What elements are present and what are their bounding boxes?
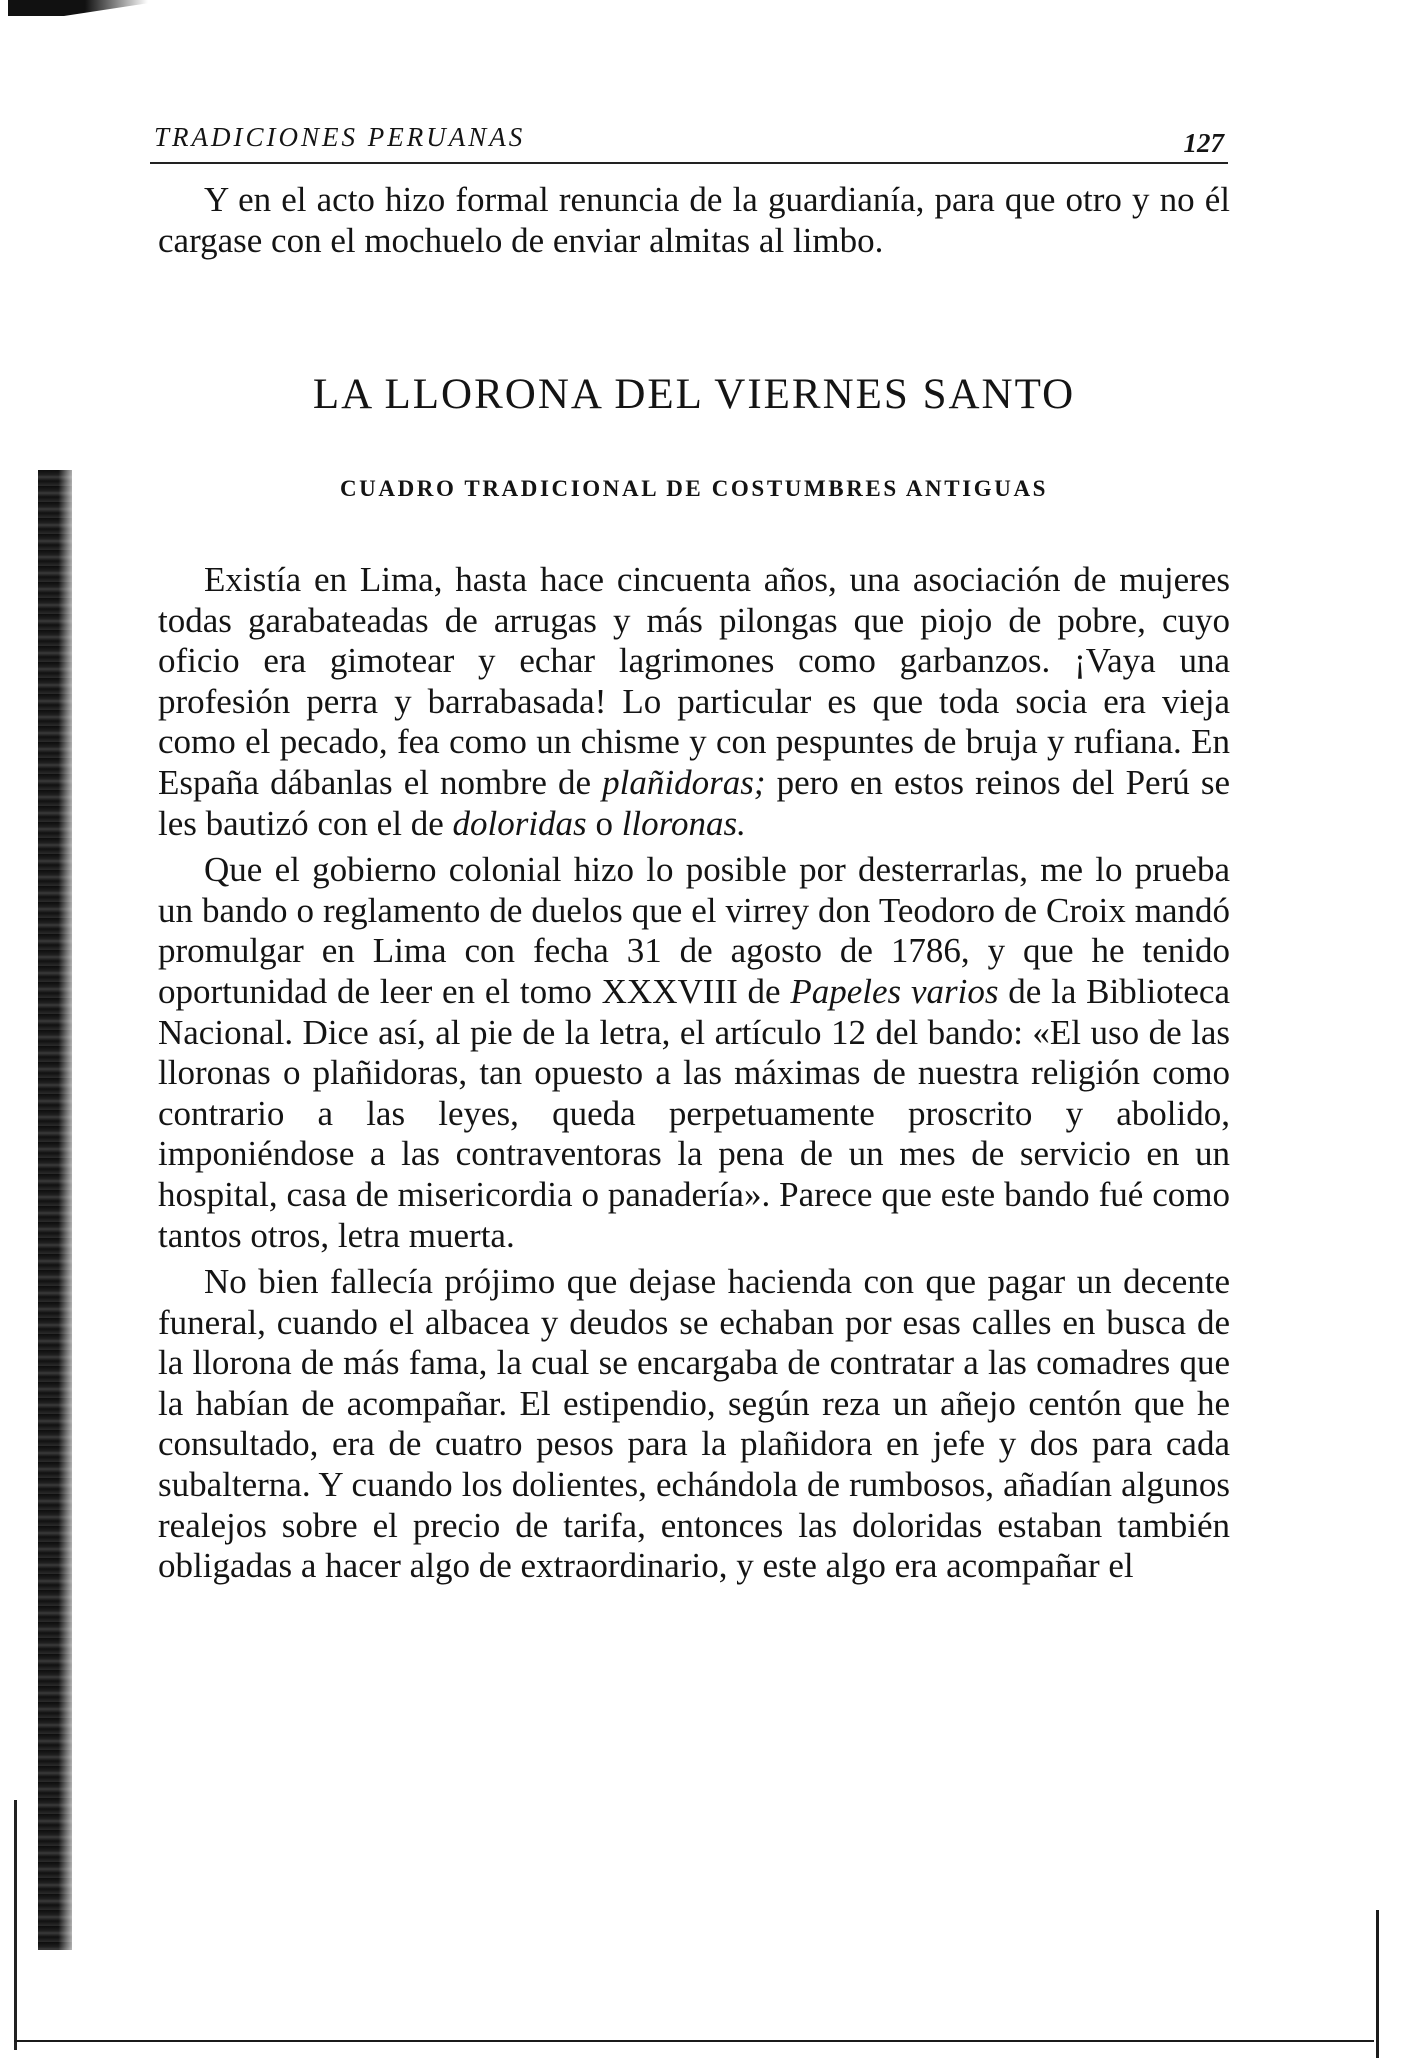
term-planidoras: plañidoras; — [602, 762, 766, 802]
book-title: Papeles varios — [790, 971, 999, 1011]
term-doloridas: doloridas — [452, 803, 587, 843]
paragraph-2 — [158, 850, 1230, 1256]
paragraph-1-text-b: pero en estos reinos del Perú se les bautizó con el de — [158, 762, 1230, 843]
paragraph-2-text-b: de la Biblioteca Nacional. Dice así, al pie de la letra, el artículo 12 del bando: «El uso de las lloronas o plañidoras, tan opuesto a las máximas de nuestra religión como contrario a las leyes, queda perpetuamente proscrito y abolido, imponiéndose a las contraventoras la pena de un mes de servicio en un hospital, casa de misericordia o panadería». Parece que este bando fué como tantos otros, letra muerta. — [158, 971, 1231, 1255]
term-lloronas: lloronas. — [621, 803, 746, 843]
paragraph-2-text-a: Que el gobierno colonial hizo lo posible por desterrarlas, me lo prueba un bando o reglamento de duelos que el virrey don Teodoro de Croix mandó promulgar en Lima con fecha 31 de agosto de 1786, y que he tenido oportunidad de leer en el tomo XXXVIII de — [158, 850, 1230, 1011]
binding-shadow — [38, 470, 72, 1950]
paragraph-1-text-a: Existía en Lima, hasta hace cincuenta años, una asociación de mujeres todas garabateadas de arrugas y más pilongas que piojo de pobre, cuyo oficio era gimotear y echar lagrimones como garbanzos. ¡Vaya una profesión perra y barrabasada! Lo particular es que toda socia era vieja como el pecado, fea como un chisme y con pespuntes de bruja y rufiana. En España dábanlas el nombre de — [158, 560, 1230, 802]
paragraph-1-text-c: o — [586, 803, 622, 843]
running-header — [150, 122, 1228, 164]
page-right-edge — [1376, 1910, 1379, 2058]
chapter-subtitle: CUADRO TRADICIONAL DE COSTUMBRES ANTIGUAS — [339, 476, 1049, 501]
scan-corner-mark — [8, 0, 148, 16]
running-title: TRADICIONES PERUANAS — [154, 122, 526, 152]
paragraph-1 — [158, 560, 1230, 844]
binding-edge-line — [14, 1800, 17, 2050]
page-bottom-edge — [14, 2040, 1374, 2042]
body-text — [158, 560, 1230, 1587]
intro-paragraph-block — [158, 180, 1230, 261]
chapter-title: LA LLORONA DEL VIERNES SANTO — [312, 371, 1076, 418]
page-number: 127 — [1183, 128, 1224, 158]
paragraph-3: No bien fallecía prójimo que dejase hacienda con que pagar un decente funeral, cuando el albacea y deudos se echaban por esas calles en busca de la llorona de más fama, la cual se encargaba de contratar a las comadres que la habían de acompañar. El estipendio, según reza un añejo centón que he consultado, era de cuatro pesos para la plañidora en jefe y dos para cada subalterna. Y cuando los dolientes, echándola de rumbosos, añadían algunos realejos sobre el precio de tarifa, entonces las doloridas estaban también obligadas a hacer algo de extraordinario, y este algo era acompañar el — [158, 1262, 1230, 1586]
intro-paragraph: Y en el acto hizo formal renuncia de la guardianía, para que otro y no él cargase con el mochuelo de enviar almitas al limbo. — [158, 180, 1230, 260]
